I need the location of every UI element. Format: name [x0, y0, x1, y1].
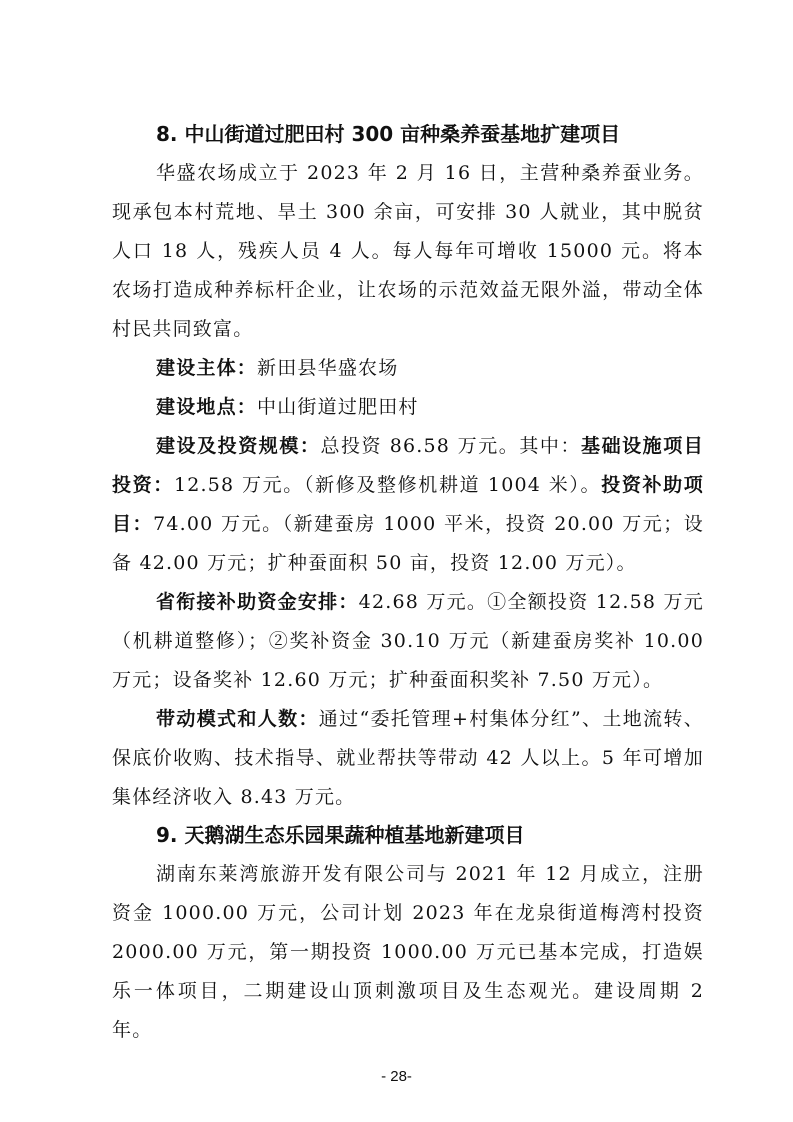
scale-paragraph	[112, 427, 704, 583]
scale-text: 总投资 86.58 万元。其中：	[320, 435, 582, 457]
mode-label: 带动模式和人数：	[156, 708, 319, 730]
scale-label: 建设及投资规模：	[156, 435, 321, 457]
provincial-label: 省衔接补助资金安排：	[156, 591, 359, 613]
page-number: - 28-	[381, 1068, 412, 1085]
owner-value: 新田县华盛农场	[257, 357, 399, 379]
provincial-text: 42.68 万元。①全额投资 12.58 万元（机耕道整修）；②奖补资金 30.10 万元（新建蚕房奖补 10.00 万元；设备奖补 12.60 万元；扩种蚕面积奖补 7.50 万元）。	[112, 591, 704, 691]
section-9-heading: 9. 天鹅湖生态乐园果蔬种植基地新建项目	[156, 823, 525, 847]
subsidy-text: 74.00 万元。（新建蚕房 1000 平米，投资 20.00 万元；设备 42.00 万元；扩种蚕面积 50 亩，投资 12.00 万元）。	[112, 513, 704, 574]
location-value: 中山街道过肥田村	[257, 396, 419, 418]
owner-paragraph	[112, 349, 704, 388]
infra-label: 基础设施项目投资：	[112, 435, 704, 496]
owner-label: 建设主体：	[156, 357, 258, 379]
location-paragraph	[112, 388, 704, 427]
subsidy-label: 投资补助项目：	[112, 474, 704, 535]
mode-paragraph	[112, 700, 704, 817]
mode-text: 通过“委托管理+村集体分红”、土地流转、保底价收购、技术指导、就业帮扶等带动 42 人以上。5 年可增加集体经济收入 8.43 万元。	[112, 708, 704, 808]
section-8-intro: 华盛农场成立于 2023 年 2 月 16 日，主营种桑养蚕业务。现承包本村荒地、旱土 300 余亩，可安排 30 人就业，其中脱贫人口 18 人，残疾人员 4 人。每人每年可增收 15000 元。将本农场打造成种养标杆企业，让农场的示范效益无限外溢，带动全体村民共同致富。	[112, 162, 704, 340]
section-9-intro: 湖南东莱湾旅游开发有限公司与 2021 年 12 月成立，注册资金 1000.00 万元，公司计划 2023 年在龙泉街道梅湾村投资 2000.00 万元，第一期投资 1000.00 万元已基本完成，打造娱乐一体项目，二期建设山顶刺激项目及生态观光。建设周期 2 年。	[112, 863, 704, 1041]
infra-text: 12.58 万元。（新修及整修机耕道 1004 米）。	[173, 474, 602, 496]
page-content	[112, 116, 704, 1050]
section-8-heading: 8. 中山街道过肥田村 300 亩种桑养蚕基地扩建项目	[156, 122, 621, 146]
location-label: 建设地点：	[156, 396, 258, 418]
provincial-paragraph	[112, 583, 704, 700]
